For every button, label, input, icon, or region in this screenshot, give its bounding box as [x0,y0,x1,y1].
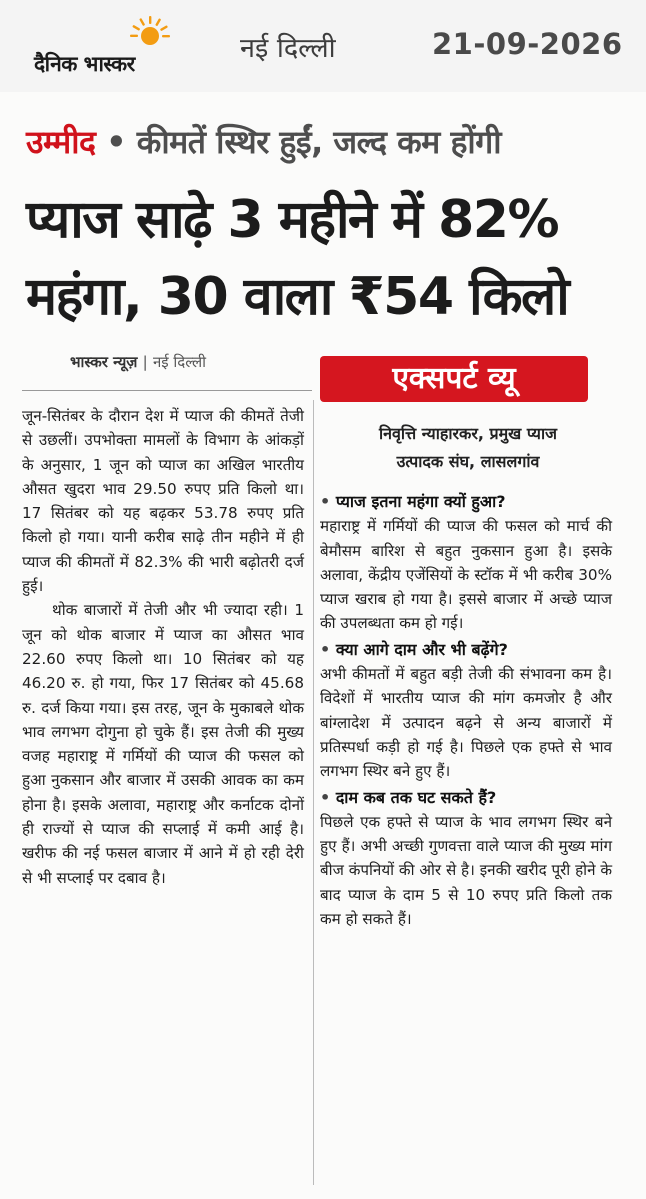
kicker-text: कीमतें स्थिर हुईं, जल्द कम होंगी [136,123,502,161]
qa-bullet: • [320,492,331,511]
expert-name [320,420,616,476]
headline-line-1: प्याज साढ़े 3 महीने में 82% [26,190,559,250]
article-paragraph: थोक बाजारों में तेजी और भी ज्यादा रही। 1 जून को थोक बाजार में प्याज का औसत भाव 22.60 रुपए किलो था। 10 सितंबर को यह 46.20 रु. हो गया, फिर 17 सितंबर को 45.68 रु. दर्ज किया गया। इस तरह, जून के मुकाबले थोक भाव लगभग दोगुना हो चुके हैं। इस तेजी की मुख्य वजह महाराष्ट्र में गर्मियों की प्याज की फसल को हुआ नुकसान और बाजार में उसकी आवक का कम होना है। इसके अलावा, महाराष्ट्र और कर्नाटक दोनों ही राज्यों से प्याज की सप्लाई में कमी आई है। खरीफ की नई फसल बाजार में आने में हो रही देरी से भी सप्लाई पर दबाव है। [22,601,304,887]
byline [70,352,206,372]
qa-question: • प्याज इतना महंगा क्यों हुआ? [320,492,506,511]
qa-bullet: • [320,787,331,807]
expert-name-line-1: निवृत्ति न्याहारकर, प्रमुख प्याज [379,424,557,443]
expert-qa [320,490,612,933]
byline-rule [22,390,312,391]
qa-question: • क्या आगे दाम और भी बढ़ेंगे? [320,639,508,659]
qa-answer: पिछले एक हफ्ते से प्याज के भाव लगभग स्थिर बने हुए हैं। अभी अच्छी गुणवत्ता वाले प्याज की मुख्य मांग बीज कंपनियों की ओर से है। इनकी खरीद पूरी होने के बाद प्याज के दाम 5 से 10 रुपए प्रति किलो तक कम हो सकते हैं। [320,812,612,929]
logo-text: दैनिक भास्कर [34,52,135,76]
sun-logo-icon [130,14,170,54]
headline [26,182,626,336]
dainik-bhaskar-logo[interactable] [34,14,204,76]
qa-answer: महाराष्ट्र में गर्मियों की प्याज की फसल को मार्च की बेमौसम बारिश से बहुत नुकसान हुआ है। इसके अलावा, केंद्रीय एजेंसियों के स्टॉक में भी करीब 30% प्याज खराब हो गया है। इससे बाजार में अच्छे प्याज की उपलब्धता कम हो गई। [320,517,612,633]
qa-question: • दाम कब तक घट सकते हैं? [320,787,497,807]
kicker-label: उम्मीद [26,123,96,161]
edition-date: 21-09-2026 [432,27,623,61]
qa-bullet: • [320,639,331,659]
column-divider [313,400,314,1185]
byline-source: भास्कर न्यूज़ [70,353,138,371]
headline-line-2: महंगा, 30 वाला ₹54 किलो [26,267,569,327]
expert-view-banner: एक्सपर्ट व्यू [320,356,588,402]
article-body [22,404,304,890]
kicker [26,120,626,163]
expert-name-line-2: उत्पादक संघ, लासलगांव [396,452,540,471]
qa-answer: अभी कीमतों में बहुत बड़ी तेजी की संभावना कम है। विदेशों में भारतीय प्याज की मांग कमजोर है और बांग्लादेश में उत्पादन बढ़ने से अन्य बाजारों में प्रतिस्पर्धा कड़ी हो गई है। पिछले एक हफ्ते से भाव लगभग स्थिर बने हुए हैं। [320,665,612,781]
article-paragraph: जून-सितंबर के दौरान देश में प्याज की कीमतें तेजी से उछलीं। उपभोक्ता मामलों के विभाग के आंकड़ों के अनुसार, 1 जून को प्याज का अखिल भारतीय औसत खुदरा भाव 29.50 रुपए प्रति किलो था। 17 सितंबर को यह बढ़कर 53.78 रुपए प्रति किलो हो गया। यानी करीब साढ़े तीन महीने में ही प्याज की कीमतों में 82.3% की भारी बढ़ोतरी दर्ज हुई। [22,407,304,596]
byline-separator: | [142,353,148,371]
edition-city: नई दिल्ली [240,33,336,64]
header-bar [0,0,646,93]
kicker-separator: • [106,123,127,161]
byline-city: नई दिल्ली [152,353,207,371]
